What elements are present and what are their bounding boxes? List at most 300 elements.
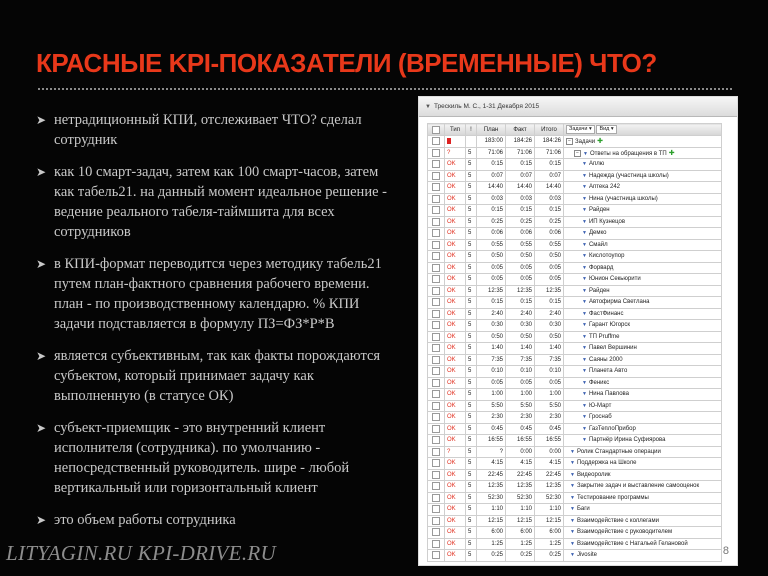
row-total: 4:15 xyxy=(535,458,564,470)
row-rank: 5 xyxy=(466,182,477,194)
task-name-text: ФастФинанс xyxy=(588,310,624,317)
row-plan: 0:05 xyxy=(477,274,506,286)
row-type: OK xyxy=(445,527,466,539)
row-checkbox[interactable] xyxy=(428,527,445,539)
row-task-name[interactable] xyxy=(564,159,722,171)
checkbox-icon xyxy=(432,195,440,203)
row-type: OK xyxy=(445,308,466,320)
row-checkbox[interactable] xyxy=(428,423,445,435)
checkbox-icon xyxy=(432,528,440,536)
row-type: OK xyxy=(445,354,466,366)
triangle-down-icon[interactable]: ▼ xyxy=(583,150,588,157)
view-select[interactable]: Вид ▾ xyxy=(596,125,616,134)
row-checkbox[interactable] xyxy=(428,366,445,378)
triangle-down-icon[interactable]: ▼ xyxy=(582,184,587,191)
row-task-name[interactable] xyxy=(564,193,722,205)
table-row[interactable] xyxy=(428,377,722,389)
table-row[interactable] xyxy=(428,504,722,516)
triangle-down-icon[interactable]: ▼ xyxy=(570,506,575,513)
table-row[interactable] xyxy=(428,515,722,527)
checkbox-icon xyxy=(432,459,440,467)
row-total: 0:50 xyxy=(535,331,564,343)
row-task-name[interactable] xyxy=(564,274,722,286)
collapse-icon[interactable]: − xyxy=(574,150,581,157)
row-checkbox[interactable] xyxy=(428,147,445,159)
row-checkbox[interactable] xyxy=(428,262,445,274)
row-type: OK xyxy=(445,458,466,470)
row-type: OK xyxy=(445,423,466,435)
table-row[interactable] xyxy=(428,458,722,470)
checkbox-icon xyxy=(432,505,440,513)
table-row[interactable] xyxy=(428,389,722,401)
row-task-name[interactable] xyxy=(564,538,722,550)
table-row[interactable] xyxy=(428,170,722,182)
table-row[interactable] xyxy=(428,216,722,228)
row-task-name[interactable] xyxy=(564,147,722,159)
checkbox-icon xyxy=(432,551,440,559)
table-row[interactable] xyxy=(428,182,722,194)
triangle-down-icon[interactable]: ▼ xyxy=(582,333,587,340)
table-row[interactable] xyxy=(428,285,722,297)
row-checkbox[interactable] xyxy=(428,504,445,516)
add-icon[interactable]: ✚ xyxy=(668,149,675,157)
bullet-item xyxy=(36,254,392,334)
checkbox-icon xyxy=(432,540,440,548)
table-row[interactable] xyxy=(428,251,722,263)
task-name-text: Поддержка на Школе xyxy=(576,460,637,467)
row-checkbox[interactable] xyxy=(428,170,445,182)
bullet-text: как 10 смарт-задач, затем как 100 смарт-часов, затем как табель21. на данный момент идеальное решение - ведение реального табеля-таймшита для всех сотрудников xyxy=(54,164,387,240)
row-plan: 0:15 xyxy=(477,205,506,217)
table-row[interactable] xyxy=(428,320,722,332)
row-checkbox[interactable] xyxy=(428,550,445,562)
row-total: 52:30 xyxy=(535,492,564,504)
row-plan: 71:06 xyxy=(477,147,506,159)
row-rank: 5 xyxy=(466,481,477,493)
bullet-text: в КПИ-формат переводится через методику табель21 путем план-фактного сравнения рабочего времени. план - по производственному календарю. % КПИ задачи подставляется в формулу ПЗ=ФЗ*Р*В xyxy=(54,256,382,332)
row-checkbox[interactable] xyxy=(428,251,445,263)
triangle-down-icon[interactable]: ▼ xyxy=(582,195,587,202)
triangle-down-icon[interactable]: ▼ xyxy=(570,552,575,559)
column-header-type[interactable]: Тип xyxy=(445,124,466,136)
table-row[interactable] xyxy=(428,446,722,458)
row-total: 12:15 xyxy=(535,515,564,527)
task-name-text: Форвард xyxy=(588,264,614,271)
row-total: 0:25 xyxy=(535,550,564,562)
row-task-name[interactable] xyxy=(564,308,722,320)
row-plan: 16:55 xyxy=(477,435,506,447)
row-fact: 2:30 xyxy=(506,412,535,424)
row-rank: 5 xyxy=(466,492,477,504)
row-total: 0:15 xyxy=(535,205,564,217)
arrow-bullet-icon: ➤ xyxy=(36,113,47,127)
row-checkbox[interactable] xyxy=(428,136,445,148)
arrow-bullet-icon: ➤ xyxy=(36,349,47,363)
task-name-text: Надежда (участница школы) xyxy=(588,172,669,179)
triangle-down-icon[interactable]: ▼ xyxy=(582,345,587,352)
row-rank: 5 xyxy=(466,550,477,562)
row-plan: 0:07 xyxy=(477,170,506,182)
row-rank: 5 xyxy=(466,435,477,447)
row-plan: 0:03 xyxy=(477,193,506,205)
triangle-down-icon[interactable]: ▼ xyxy=(570,483,575,490)
task-name-text: Планета Авто xyxy=(588,368,628,375)
row-total: 2:40 xyxy=(535,308,564,320)
row-rank: 5 xyxy=(466,366,477,378)
table-row[interactable] xyxy=(428,308,722,320)
triangle-down-icon[interactable]: ▼ xyxy=(582,356,587,363)
row-type: OK xyxy=(445,262,466,274)
row-type: OK xyxy=(445,170,466,182)
row-task-name[interactable] xyxy=(564,239,722,251)
task-name-text: Демко xyxy=(588,230,607,237)
row-checkbox[interactable] xyxy=(428,469,445,481)
row-task-name[interactable] xyxy=(564,492,722,504)
row-plan: 7:35 xyxy=(477,354,506,366)
row-fact: 0:55 xyxy=(506,239,535,251)
row-task-name[interactable] xyxy=(564,527,722,539)
row-total: 0:25 xyxy=(535,216,564,228)
table-row[interactable] xyxy=(428,159,722,171)
tasks-select[interactable]: Задачи ▾ xyxy=(566,125,595,134)
checkbox-icon xyxy=(432,264,440,272)
row-checkbox[interactable] xyxy=(428,159,445,171)
row-checkbox[interactable] xyxy=(428,331,445,343)
row-total: 0:45 xyxy=(535,423,564,435)
task-name-text: Задачи xyxy=(575,139,596,146)
row-checkbox[interactable] xyxy=(428,354,445,366)
slide-title: КРАСНЫЕ KPI-ПОКАЗАТЕЛИ (ВРЕМЕННЫЕ) ЧТО? xyxy=(36,48,657,78)
collapse-icon[interactable]: − xyxy=(566,138,573,145)
row-task-name[interactable] xyxy=(564,389,722,401)
row-total: 12:35 xyxy=(535,285,564,297)
column-header-tasks xyxy=(564,124,722,136)
row-type: OK xyxy=(445,320,466,332)
row-type: OK xyxy=(445,182,466,194)
triangle-down-icon[interactable]: ▼ xyxy=(582,310,587,317)
row-task-name[interactable] xyxy=(564,423,722,435)
row-total: 1:10 xyxy=(535,504,564,516)
row-checkbox[interactable] xyxy=(428,285,445,297)
triangle-down-icon[interactable]: ▼ xyxy=(582,437,587,444)
row-rank: 5 xyxy=(466,170,477,182)
table-row[interactable] xyxy=(428,354,722,366)
task-name-text: Партнёр Ирина Суфиярова xyxy=(588,437,666,444)
checkbox-icon xyxy=(432,344,440,352)
bullet-item xyxy=(36,162,392,242)
triangle-down-icon[interactable]: ▼ xyxy=(582,241,587,248)
row-type: OK xyxy=(445,331,466,343)
row-type: OK xyxy=(445,193,466,205)
row-rank: 5 xyxy=(466,297,477,309)
table-row[interactable] xyxy=(428,435,722,447)
row-task-name[interactable] xyxy=(564,285,722,297)
row-plan: 6:00 xyxy=(477,527,506,539)
row-checkbox[interactable] xyxy=(428,538,445,550)
row-plan: 4:15 xyxy=(477,458,506,470)
row-fact: 14:40 xyxy=(506,182,535,194)
triangle-down-icon[interactable]: ▼ xyxy=(582,287,587,294)
row-checkbox[interactable] xyxy=(428,205,445,217)
row-checkbox[interactable] xyxy=(428,458,445,470)
row-rank: 5 xyxy=(466,251,477,263)
column-header-plan[interactable]: План xyxy=(477,124,506,136)
footer-sites: LITYAGIN.RU KPI-DRIVE.RU xyxy=(6,541,276,565)
row-checkbox[interactable] xyxy=(428,343,445,355)
row-task-name[interactable] xyxy=(564,216,722,228)
row-rank: 5 xyxy=(466,285,477,297)
task-name-text: ГазТеплоПрибор xyxy=(588,425,636,432)
row-task-name[interactable] xyxy=(564,331,722,343)
row-checkbox[interactable] xyxy=(428,216,445,228)
row-total: 184:26 xyxy=(535,136,564,148)
row-total: 0:06 xyxy=(535,228,564,240)
triangle-down-icon[interactable]: ▼ xyxy=(570,529,575,536)
triangle-down-icon[interactable]: ▼ xyxy=(582,218,587,225)
row-task-name[interactable] xyxy=(564,458,722,470)
row-task-name[interactable] xyxy=(564,297,722,309)
row-task-name[interactable] xyxy=(564,354,722,366)
checkbox-icon xyxy=(432,149,440,157)
row-checkbox[interactable] xyxy=(428,239,445,251)
triangle-down-icon[interactable]: ▼ xyxy=(570,448,575,455)
row-fact: 52:30 xyxy=(506,492,535,504)
table-row[interactable] xyxy=(428,423,722,435)
table-row[interactable] xyxy=(428,550,722,562)
row-checkbox[interactable] xyxy=(428,435,445,447)
triangle-down-icon[interactable]: ▼ xyxy=(570,494,575,501)
row-fact: 1:40 xyxy=(506,343,535,355)
row-plan: 2:40 xyxy=(477,308,506,320)
row-type: OK xyxy=(445,239,466,251)
row-rank: 5 xyxy=(466,147,477,159)
triangle-down-icon[interactable]: ▼ xyxy=(570,471,575,478)
table-row[interactable] xyxy=(428,492,722,504)
arrow-bullet-icon: ➤ xyxy=(36,421,47,435)
row-total: 5:50 xyxy=(535,400,564,412)
checkbox-icon xyxy=(432,287,440,295)
row-type: OK xyxy=(445,504,466,516)
row-total: 0:07 xyxy=(535,170,564,182)
triangle-down-icon[interactable]: ▼ xyxy=(582,402,587,409)
table-row[interactable] xyxy=(428,147,722,159)
triangle-down-icon[interactable]: ▼ xyxy=(582,414,587,421)
triangle-down-icon[interactable]: ▼ xyxy=(582,322,587,329)
row-plan: 14:40 xyxy=(477,182,506,194)
task-name-text: Саяны 2000 xyxy=(588,356,623,363)
row-task-name[interactable] xyxy=(564,182,722,194)
triangle-down-icon[interactable]: ▼ xyxy=(582,264,587,271)
row-rank: 5 xyxy=(466,343,477,355)
row-checkbox[interactable] xyxy=(428,481,445,493)
row-type: OK xyxy=(445,274,466,286)
row-task-name[interactable] xyxy=(564,515,722,527)
task-name-text: Ответы на обращения в ТП xyxy=(589,150,667,157)
row-fact: 2:40 xyxy=(506,308,535,320)
checkbox-icon xyxy=(432,413,440,421)
row-task-name[interactable] xyxy=(564,435,722,447)
table-row[interactable] xyxy=(428,205,722,217)
row-fact: 0:15 xyxy=(506,159,535,171)
row-checkbox[interactable] xyxy=(428,193,445,205)
column-header-fact[interactable]: Факт xyxy=(506,124,535,136)
table-row[interactable] xyxy=(428,400,722,412)
row-task-name[interactable] xyxy=(564,469,722,481)
checkbox-icon xyxy=(432,367,440,375)
row-checkbox[interactable] xyxy=(428,228,445,240)
table-row[interactable] xyxy=(428,193,722,205)
row-task-name[interactable] xyxy=(564,412,722,424)
table-row[interactable] xyxy=(428,469,722,481)
triangle-down-icon[interactable]: ▼ xyxy=(582,299,587,306)
row-total: 7:35 xyxy=(535,354,564,366)
row-plan: 12:35 xyxy=(477,481,506,493)
row-type: OK xyxy=(445,343,466,355)
table-row[interactable] xyxy=(428,481,722,493)
bullet-text: нетрадиционный КПИ, отслеживает ЧТО? сделал сотрудник xyxy=(54,112,362,148)
table-row[interactable] xyxy=(428,297,722,309)
triangle-down-icon[interactable]: ▼ xyxy=(582,276,587,283)
task-name-text: Феникс xyxy=(588,379,610,386)
row-fact: 0:05 xyxy=(506,274,535,286)
task-name-text: Нина (участница школы) xyxy=(588,195,658,202)
row-checkbox[interactable] xyxy=(428,389,445,401)
task-name-text: Взаимодействие с Натальей Гелановой xyxy=(576,540,688,547)
row-fact: 0:30 xyxy=(506,320,535,332)
row-fact: 7:35 xyxy=(506,354,535,366)
row-rank: 5 xyxy=(466,446,477,458)
task-name-text: Кислотоупор xyxy=(588,253,625,260)
task-name-text: Автофирма Светлана xyxy=(588,299,650,306)
row-total: 0:05 xyxy=(535,377,564,389)
row-checkbox[interactable] xyxy=(428,446,445,458)
row-rank: 5 xyxy=(466,205,477,217)
table-row[interactable] xyxy=(428,262,722,274)
row-total: 0:50 xyxy=(535,251,564,263)
row-fact: 4:15 xyxy=(506,458,535,470)
bullet-list xyxy=(36,110,392,542)
row-task-name[interactable] xyxy=(564,251,722,263)
bullet-item xyxy=(36,110,392,150)
triangle-down-icon[interactable]: ▼ xyxy=(570,517,575,524)
task-name-text: Ю-Март xyxy=(588,402,612,409)
triangle-down-icon[interactable]: ▼ xyxy=(582,161,587,168)
row-task-name[interactable] xyxy=(564,366,722,378)
row-fact: 0:50 xyxy=(506,251,535,263)
row-task-name[interactable] xyxy=(564,504,722,516)
triangle-down-icon[interactable]: ▼ xyxy=(582,368,587,375)
row-task-name[interactable] xyxy=(564,446,722,458)
row-fact: 0:03 xyxy=(506,193,535,205)
column-header-total[interactable]: Итого xyxy=(535,124,564,136)
triangle-down-icon[interactable]: ▼ xyxy=(582,230,587,237)
row-fact: 0:25 xyxy=(506,216,535,228)
row-task-name[interactable] xyxy=(564,136,722,148)
bullet-text: субъект-приемщик - это внутренний клиент исполнителя (сотрудника). по умолчанию - непосредственный руководитель. шире - любой вертикальный или горизонтальный клиент xyxy=(54,420,350,496)
row-plan: 0:30 xyxy=(477,320,506,332)
select-all-checkbox[interactable] xyxy=(428,124,445,136)
checkbox-icon xyxy=(432,333,440,341)
add-icon[interactable]: ✚ xyxy=(597,138,604,146)
column-header-rank[interactable]: ! xyxy=(466,124,477,136)
table-row[interactable] xyxy=(428,538,722,550)
triangle-down-icon[interactable]: ▼ xyxy=(582,172,587,179)
triangle-down-icon[interactable]: ▼ xyxy=(582,253,587,260)
triangle-down-icon[interactable]: ▼ xyxy=(570,460,575,467)
row-task-name[interactable] xyxy=(564,228,722,240)
row-checkbox[interactable] xyxy=(428,400,445,412)
row-task-name[interactable] xyxy=(564,400,722,412)
checkbox-icon xyxy=(432,356,440,364)
row-checkbox[interactable] xyxy=(428,412,445,424)
table-row[interactable] xyxy=(428,274,722,286)
row-checkbox[interactable] xyxy=(428,515,445,527)
row-rank: 5 xyxy=(466,239,477,251)
row-type: OK xyxy=(445,550,466,562)
triangle-down-icon[interactable]: ▼ xyxy=(582,207,587,214)
row-rank: 5 xyxy=(466,262,477,274)
row-checkbox[interactable] xyxy=(428,297,445,309)
row-task-name[interactable] xyxy=(564,481,722,493)
table-row[interactable] xyxy=(428,343,722,355)
checkbox-icon xyxy=(432,137,440,145)
row-checkbox[interactable] xyxy=(428,274,445,286)
triangle-down-icon[interactable]: ▼ xyxy=(425,104,431,110)
row-task-name[interactable] xyxy=(564,320,722,332)
row-task-name[interactable] xyxy=(564,170,722,182)
table-row[interactable] xyxy=(428,366,722,378)
row-rank: 5 xyxy=(466,159,477,171)
checkbox-icon xyxy=(432,218,440,226)
row-plan: 12:35 xyxy=(477,285,506,297)
row-type: OK xyxy=(445,297,466,309)
row-checkbox[interactable] xyxy=(428,492,445,504)
table-row[interactable] xyxy=(428,527,722,539)
row-checkbox[interactable] xyxy=(428,377,445,389)
table-row[interactable] xyxy=(428,331,722,343)
row-plan: 12:15 xyxy=(477,515,506,527)
checkbox-icon xyxy=(432,482,440,490)
triangle-down-icon[interactable]: ▼ xyxy=(582,425,587,432)
row-task-name[interactable] xyxy=(564,205,722,217)
row-total: 0:00 xyxy=(535,446,564,458)
row-total: 1:00 xyxy=(535,389,564,401)
triangle-down-icon[interactable]: ▼ xyxy=(582,379,587,386)
row-plan: 1:25 xyxy=(477,538,506,550)
triangle-down-icon[interactable]: ▼ xyxy=(570,540,575,547)
row-checkbox[interactable] xyxy=(428,320,445,332)
row-checkbox[interactable] xyxy=(428,308,445,320)
table-row[interactable] xyxy=(428,412,722,424)
row-task-name[interactable] xyxy=(564,550,722,562)
row-task-name[interactable] xyxy=(564,343,722,355)
row-rank: 5 xyxy=(466,377,477,389)
triangle-down-icon[interactable]: ▼ xyxy=(582,391,587,398)
row-type: OK xyxy=(445,205,466,217)
table-row[interactable] xyxy=(428,136,722,148)
row-plan: ? xyxy=(477,446,506,458)
table-row[interactable] xyxy=(428,239,722,251)
row-task-name[interactable] xyxy=(564,377,722,389)
row-task-name[interactable] xyxy=(564,262,722,274)
task-name-text: Нина Павлова xyxy=(588,391,630,398)
row-rank: 5 xyxy=(466,193,477,205)
row-checkbox[interactable] xyxy=(428,182,445,194)
table-row[interactable] xyxy=(428,228,722,240)
task-name-text: Аптека 242 xyxy=(588,184,620,191)
row-total: 0:15 xyxy=(535,297,564,309)
row-total: 22:45 xyxy=(535,469,564,481)
